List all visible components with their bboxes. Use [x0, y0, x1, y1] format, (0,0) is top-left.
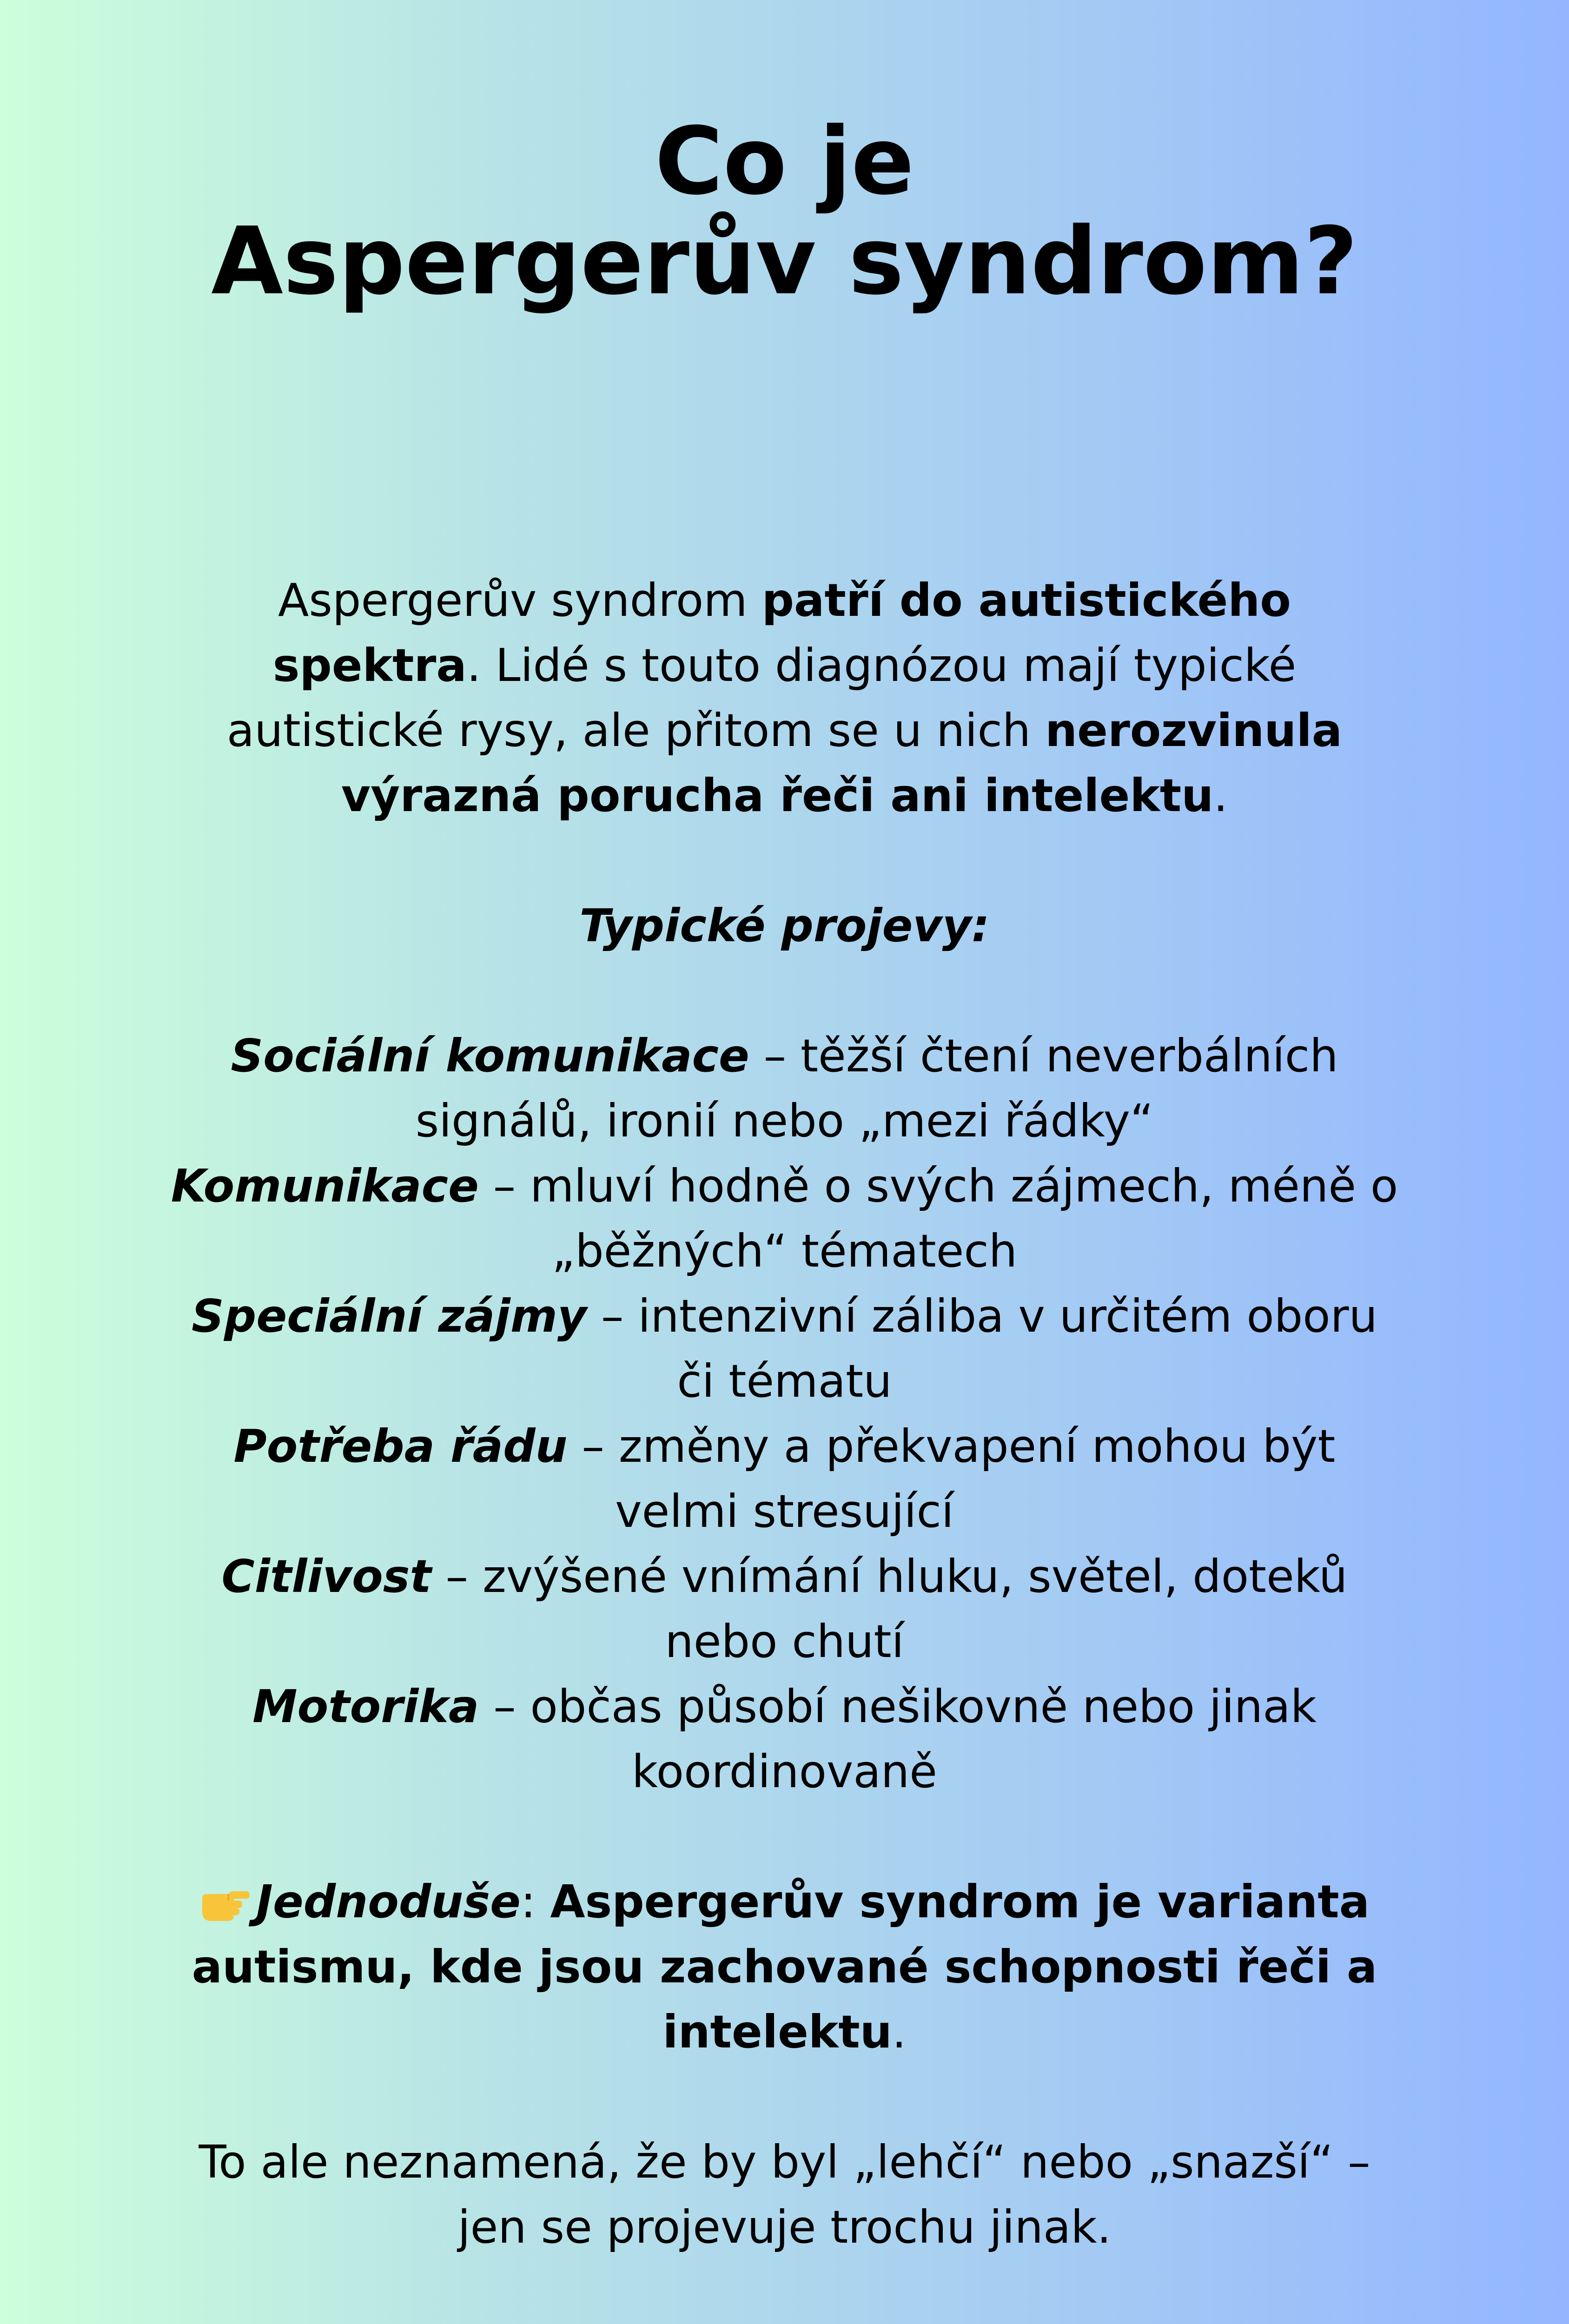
trait-description: – mluví hodně o svých zájmech, méně o „běžných“ tématech: [478, 1160, 1398, 1277]
intro-text-1: Aspergerův syndrom: [278, 574, 762, 627]
section-heading: Typické projevy:: [579, 899, 990, 952]
trait-name: Motorika: [252, 1680, 479, 1733]
trait-description: – těžší čtení neverbálních signálů, ironií nebo „mezi řádky“: [415, 1030, 1338, 1147]
trait-name: Citlivost: [221, 1550, 431, 1603]
trait-item: [167, 1414, 1402, 1544]
pointing-hand-icon: [199, 1874, 251, 1911]
summary-paragraph: [167, 1869, 1402, 2065]
summary-bold: Aspergerův syndrom je varianta autismu, kde jsou zachované schopnosti řeči a intelektu: [192, 1875, 1377, 2058]
summary-colon: :: [520, 1875, 550, 1928]
main-content: [167, 568, 1402, 2260]
spacer: [167, 828, 1402, 893]
title-line-1: Co je: [655, 107, 914, 216]
spacer: [167, 2065, 1402, 2130]
summary-label: Jednoduše: [256, 1875, 521, 1928]
traits-list: [167, 1023, 1402, 1804]
trait-name: Potřeba řádu: [233, 1420, 568, 1472]
trait-name: Sociální komunikace: [231, 1030, 749, 1082]
trait-item: [167, 1154, 1402, 1284]
trait-description: – občas působí nešikovně nebo jinak koordinovaně: [479, 1680, 1317, 1798]
trait-name: Speciální zájmy: [192, 1290, 587, 1342]
trait-description: – zvýšené vnímání hluku, světel, doteků nebo chutí: [431, 1550, 1348, 1668]
trait-item: [167, 1544, 1402, 1674]
page-title: [0, 107, 1569, 316]
trait-item: [167, 1284, 1402, 1414]
intro-bold-1: patří do autistického spektra: [272, 574, 1291, 692]
trait-name: Komunikace: [171, 1160, 479, 1212]
closing-paragraph: To ale neznamená, že by byl „lehčí“ nebo „snazší“ – jen se projevuje trochu jinak.: [199, 2136, 1370, 2253]
spacer: [167, 958, 1402, 1023]
spacer: [167, 1804, 1402, 1869]
trait-description: – intenzivní záliba v určitém oboru či tématu: [587, 1290, 1377, 1407]
title-line-2: Aspergerův syndrom?: [211, 207, 1358, 316]
intro-text-3: .: [1213, 769, 1228, 822]
intro-text-2: . Lidé s touto diagnózou mají typické autistické rysy, ale přitom se u nich: [226, 639, 1297, 757]
intro-paragraph: [167, 568, 1402, 828]
trait-item: [167, 1023, 1402, 1154]
trait-item: [167, 1674, 1402, 1804]
intro-bold-2: nerozvinula výrazná porucha řeči ani intelektu: [341, 704, 1343, 822]
trait-description: – změny a překvapení mohou být velmi stresující: [567, 1420, 1336, 1538]
summary-period: .: [892, 2006, 907, 2058]
